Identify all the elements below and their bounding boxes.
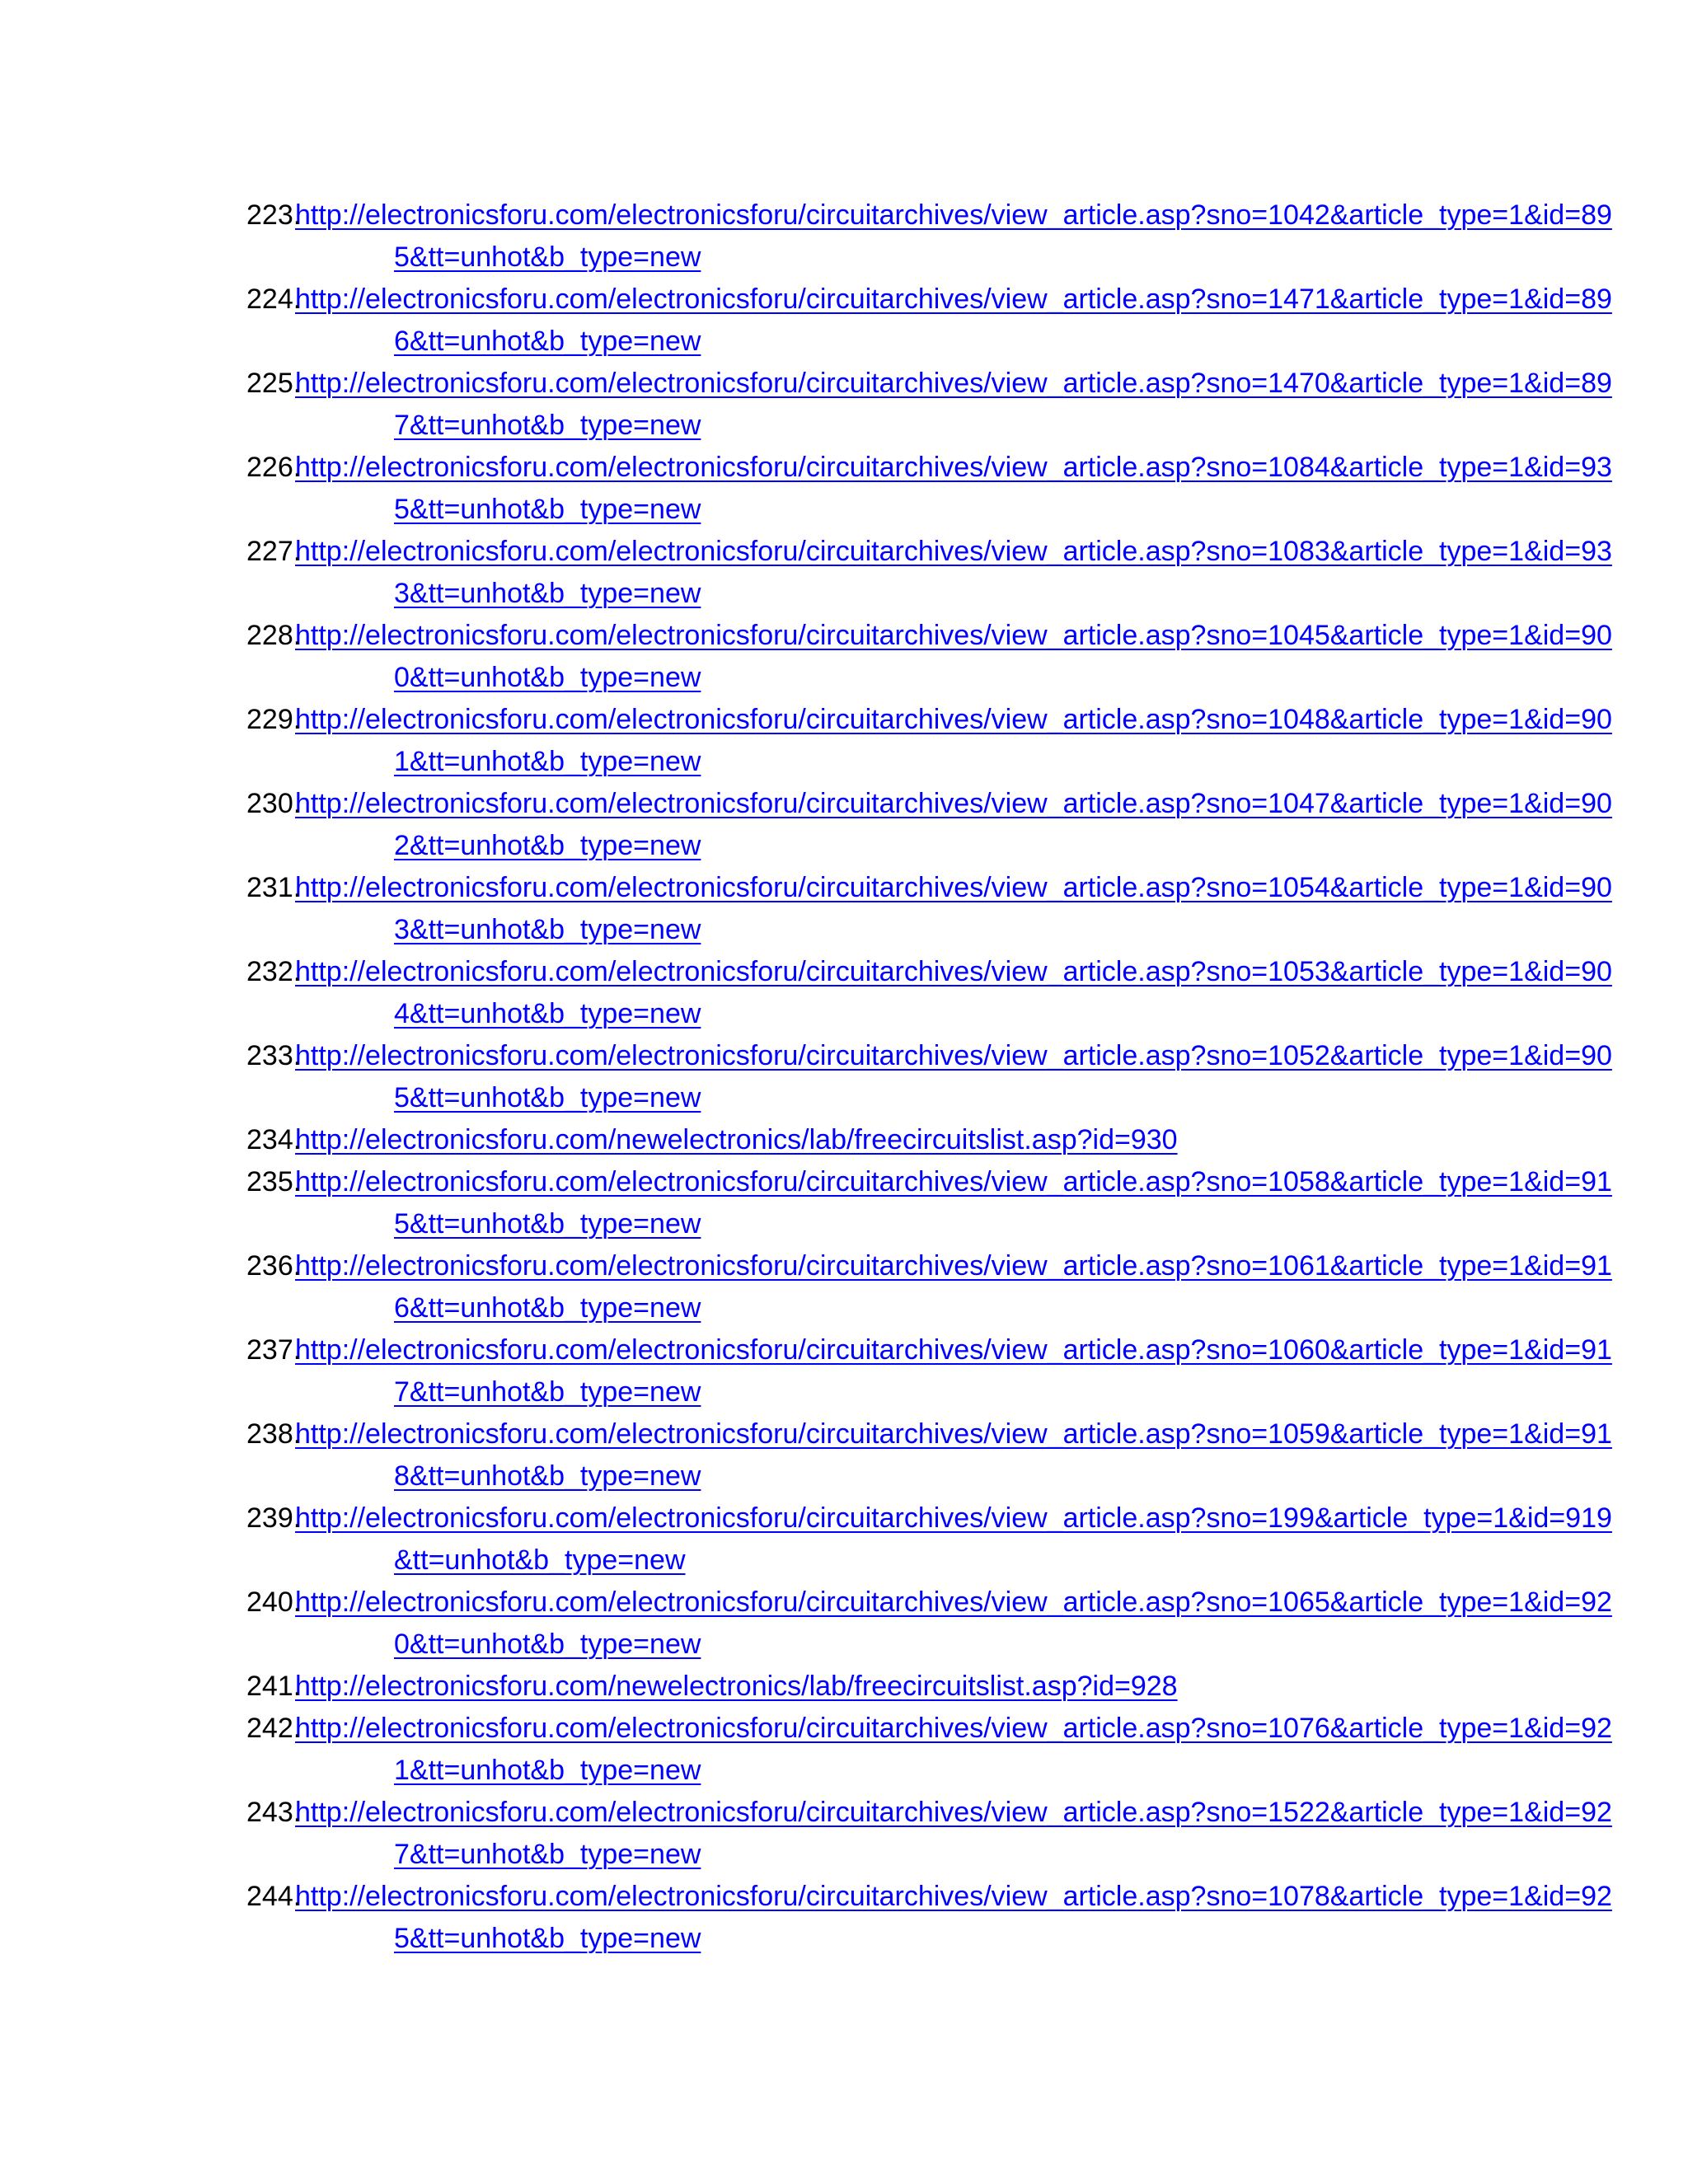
reference-item xyxy=(0,1876,1688,1960)
reference-number: 240. xyxy=(246,1586,302,1618)
reference-number: 223. xyxy=(246,199,302,231)
reference-number: 230. xyxy=(246,788,302,819)
reference-item xyxy=(0,1245,1688,1329)
reference-link[interactable]: http://electronicsforu.com/electronicsforu/circuitarchives/view_article.asp?sno=1052&article_type=1&id=905&tt=unhot&b_type=new xyxy=(295,1040,1612,1113)
reference-number: 224. xyxy=(246,284,302,315)
reference-list xyxy=(0,194,1688,1960)
reference-link[interactable]: http://electronicsforu.com/electronicsforu/circuitarchives/view_article.asp?sno=1054&article_type=1&id=903&tt=unhot&b_type=new xyxy=(295,872,1612,945)
reference-number: 236. xyxy=(246,1250,302,1282)
reference-link[interactable]: http://electronicsforu.com/electronicsforu/circuitarchives/view_article.asp?sno=1078&article_type=1&id=925&tt=unhot&b_type=new xyxy=(295,1881,1612,1954)
reference-link[interactable]: http://electronicsforu.com/electronicsforu/circuitarchives/view_article.asp?sno=1053&article_type=1&id=904&tt=unhot&b_type=new xyxy=(295,956,1612,1029)
reference-link[interactable]: http://electronicsforu.com/electronicsforu/circuitarchives/view_article.asp?sno=1083&article_type=1&id=933&tt=unhot&b_type=new xyxy=(295,536,1612,609)
reference-number: 231. xyxy=(246,872,302,903)
reference-item xyxy=(0,615,1688,699)
reference-number: 229. xyxy=(246,704,302,735)
reference-number: 238. xyxy=(246,1418,302,1450)
reference-number: 232. xyxy=(246,956,302,987)
reference-number: 242. xyxy=(246,1713,302,1744)
reference-number: 237. xyxy=(246,1334,302,1366)
reference-link[interactable]: http://electronicsforu.com/electronicsforu/circuitarchives/view_article.asp?sno=1058&article_type=1&id=915&tt=unhot&b_type=new xyxy=(295,1166,1612,1240)
reference-number: 243. xyxy=(246,1797,302,1828)
reference-link[interactable]: http://electronicsforu.com/electronicsforu/circuitarchives/view_article.asp?sno=1471&article_type=1&id=896&tt=unhot&b_type=new xyxy=(295,284,1612,357)
reference-item xyxy=(0,363,1688,447)
reference-number: 233. xyxy=(246,1040,302,1071)
reference-item xyxy=(0,1708,1688,1792)
reference-item xyxy=(0,783,1688,867)
reference-item xyxy=(0,1792,1688,1876)
reference-item xyxy=(0,531,1688,615)
reference-number: 234. xyxy=(246,1124,302,1155)
reference-number: 225. xyxy=(246,368,302,399)
reference-number: 235. xyxy=(246,1166,302,1197)
reference-item xyxy=(0,1413,1688,1497)
reference-link[interactable]: http://electronicsforu.com/electronicsforu/circuitarchives/view_article.asp?sno=1522&article_type=1&id=927&tt=unhot&b_type=new xyxy=(295,1797,1612,1870)
reference-link[interactable]: http://electronicsforu.com/electronicsforu/circuitarchives/view_article.asp?sno=1060&article_type=1&id=917&tt=unhot&b_type=new xyxy=(295,1334,1612,1408)
reference-item xyxy=(0,1666,1688,1708)
reference-link[interactable]: http://electronicsforu.com/electronicsforu/circuitarchives/view_article.asp?sno=1047&article_type=1&id=902&tt=unhot&b_type=new xyxy=(295,788,1612,861)
reference-link[interactable]: http://electronicsforu.com/electronicsforu/circuitarchives/view_article.asp?sno=1470&article_type=1&id=897&tt=unhot&b_type=new xyxy=(295,368,1612,441)
reference-link[interactable]: http://electronicsforu.com/electronicsforu/circuitarchives/view_article.asp?sno=199&article_type=1&id=919&tt=unhot&b_type=new xyxy=(295,1502,1612,1576)
reference-item xyxy=(0,447,1688,531)
reference-link[interactable]: http://electronicsforu.com/electronicsforu/circuitarchives/view_article.asp?sno=1084&article_type=1&id=935&tt=unhot&b_type=new xyxy=(295,452,1612,525)
reference-item xyxy=(0,1497,1688,1582)
reference-number: 228. xyxy=(246,620,302,651)
reference-link[interactable]: http://electronicsforu.com/newelectronics/lab/freecircuitslist.asp?id=930 xyxy=(295,1124,1178,1155)
reference-link[interactable]: http://electronicsforu.com/electronicsforu/circuitarchives/view_article.asp?sno=1059&article_type=1&id=918&tt=unhot&b_type=new xyxy=(295,1418,1612,1492)
reference-number: 241. xyxy=(246,1671,302,1702)
reference-link[interactable]: http://electronicsforu.com/electronicsforu/circuitarchives/view_article.asp?sno=1045&article_type=1&id=900&tt=unhot&b_type=new xyxy=(295,620,1612,693)
reference-link[interactable]: http://electronicsforu.com/electronicsforu/circuitarchives/view_article.asp?sno=1048&article_type=1&id=901&tt=unhot&b_type=new xyxy=(295,704,1612,777)
reference-link[interactable]: http://electronicsforu.com/electronicsforu/circuitarchives/view_article.asp?sno=1061&article_type=1&id=916&tt=unhot&b_type=new xyxy=(295,1250,1612,1324)
reference-link[interactable]: http://electronicsforu.com/electronicsforu/circuitarchives/view_article.asp?sno=1076&article_type=1&id=921&tt=unhot&b_type=new xyxy=(295,1713,1612,1786)
reference-number: 239. xyxy=(246,1502,302,1534)
reference-item xyxy=(0,1329,1688,1413)
reference-item xyxy=(0,867,1688,951)
reference-item xyxy=(0,699,1688,783)
reference-item xyxy=(0,1582,1688,1666)
reference-item xyxy=(0,1119,1688,1161)
reference-link[interactable]: http://electronicsforu.com/electronicsforu/circuitarchives/view_article.asp?sno=1065&article_type=1&id=920&tt=unhot&b_type=new xyxy=(295,1586,1612,1660)
reference-link[interactable]: http://electronicsforu.com/electronicsforu/circuitarchives/view_article.asp?sno=1042&article_type=1&id=895&tt=unhot&b_type=new xyxy=(295,199,1612,273)
reference-link[interactable]: http://electronicsforu.com/newelectronics/lab/freecircuitslist.asp?id=928 xyxy=(295,1671,1178,1702)
reference-number: 227. xyxy=(246,536,302,567)
reference-item xyxy=(0,279,1688,363)
reference-item xyxy=(0,951,1688,1035)
reference-number: 244. xyxy=(246,1881,302,1912)
reference-number: 226. xyxy=(246,452,302,483)
reference-item xyxy=(0,1035,1688,1119)
reference-item xyxy=(0,194,1688,279)
reference-item xyxy=(0,1161,1688,1245)
